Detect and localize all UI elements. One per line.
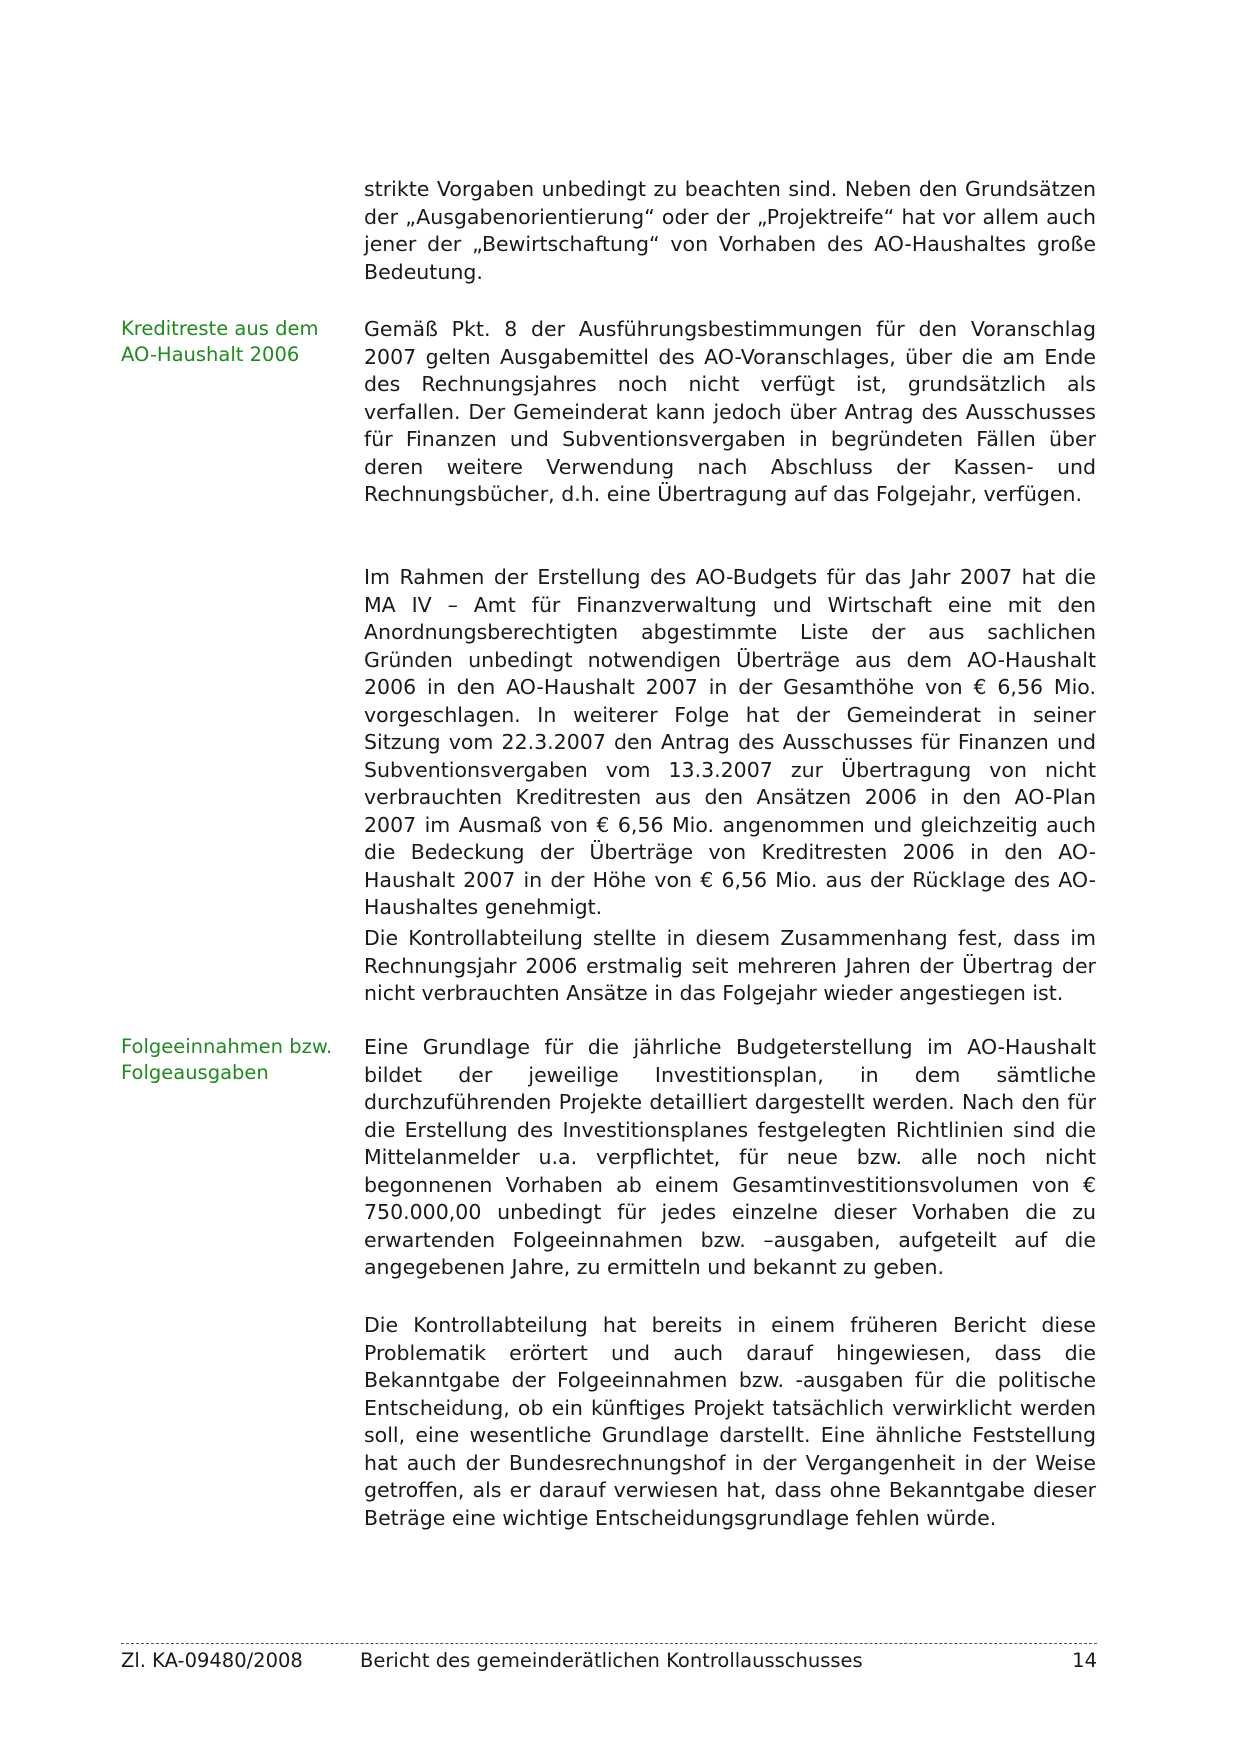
- side-label-line: Folgeeinnahmen bzw.: [121, 1035, 333, 1058]
- footer-divider: [121, 1643, 1097, 1644]
- side-label-kreditreste: [121, 316, 341, 368]
- paragraph-vorgaben: strikte Vorgaben unbedingt zu beachten sind. Neben den Grundsätzen der „Ausgabenorientierung“ oder der „Projektreife“ hat vor allem auch jener der „Bewirtschaftung“ von Vorhaben des AO-Haushaltes große Bedeutung.: [364, 177, 1096, 284]
- footer-page-number: 14: [1072, 1649, 1097, 1672]
- paragraph-ao-budget: Im Rahmen der Erstellung des AO-Budgets für das Jahr 2007 hat die MA IV – Amt für Finanzverwaltung und Wirtschaft eine mit den Anordnungsberechtigten abgestimmte Liste der aus sachlichen Gründen unbedingt notwendigen Überträge aus dem AO-Haushalt 2006 in den AO-Haushalt 2007 in der Gesamthöhe von € 6,56 Mio. vorgeschlagen. In weiterer Folge hat der Gemeinderat in seiner Sitzung vom 22.3.2007 den Antrag des Ausschusses für Finanzen und Subventionsvergaben vom 13.3.2007 zur Übertragung von nicht verbrauchten Kreditresten aus den Ansätzen 2006 in den AO-Plan 2007 im Ausmaß von € 6,56 Mio. angenommen und gleichzeitig auch die Bedeckung der Überträge von Kreditresten 2006 in den AO-Haushalt 2007 in der Höhe von € 6,56 Mio. aus der Rücklage des AO-Haushaltes genehmigt.: [364, 565, 1096, 919]
- paragraph-ausfuehrungsbestimmungen: Gemäß Pkt. 8 der Ausführungsbestimmungen für den Voranschlag 2007 gelten Ausgabemittel des AO-Voranschlages, über die am Ende des Rechnungsjahres noch nicht verfügt ist, grundsätzlich als verfallen. Der Gemeinderat kann jedoch über Antrag des Ausschusses für Finanzen und Subventionsvergaben in begründeten Fällen über deren weitere Verwendung nach Abschluss der Kassen- und Rechnungsbücher, d.h. eine Übertragung auf das Folgejahr, verfügen.: [364, 317, 1096, 506]
- footer-title: Bericht des gemeinderätlichen Kontrollausschusses: [360, 1649, 863, 1672]
- side-label-folgeeinnahmen: [121, 1034, 341, 1086]
- side-label-line: Folgeausgaben: [121, 1061, 269, 1084]
- paragraph-problematik: Die Kontrollabteilung hat bereits in einem früheren Bericht diese Problematik erörtert und auch darauf hingewiesen, dass die Bekanntgabe der Folgeeinnahmen bzw. -ausgaben für die politische Entscheidung, ob ein künftiges Projekt tatsächlich verwirklicht werden soll, eine wesentliche Grundlage darstellt. Eine ähnliche Feststellung hat auch der Bundesrechnungshof in der Vergangenheit in der Weise getroffen, als er darauf verwiesen hat, dass ohne Bekanntgabe dieser Beträge eine wichtige Entscheidungsgrundlage fehlen würde.: [364, 1313, 1096, 1530]
- footer-reference: Zl. KA-09480/2008: [121, 1649, 303, 1672]
- paragraph-feststellung-uebertrag: Die Kontrollabteilung stellte in diesem Zusammenhang fest, dass im Rechnungsjahr 2006 erstmalig seit mehreren Jahren der Übertrag der nicht verbrauchten Ansätze in das Folgejahr wieder angestiegen ist.: [364, 926, 1096, 1005]
- paragraph-investitionsplan: Eine Grundlage für die jährliche Budgeterstellung im AO-Haushalt bildet der jeweilige Investitionsplan, in dem sämtliche durchzuführenden Projekte detailliert dargestellt werden. Nach den für die Erstellung des Investitionsplanes festgelegten Richtlinien sind die Mittelanmelder u.a. verpflichtet, für neue bzw. alle noch nicht begonnenen Vorhaben ab einem Gesamtinvestitionsvolumen von € 750.000,00 unbedingt für jedes einzelne dieser Vorhaben die zu erwartenden Folgeeinnahmen bzw. –ausgaben, aufgeteilt auf die angegebenen Jahre, zu ermitteln und bekannt zu geben.: [364, 1035, 1096, 1279]
- side-label-line: Kreditreste aus dem: [121, 317, 319, 340]
- side-label-line: AO-Haushalt 2006: [121, 343, 300, 366]
